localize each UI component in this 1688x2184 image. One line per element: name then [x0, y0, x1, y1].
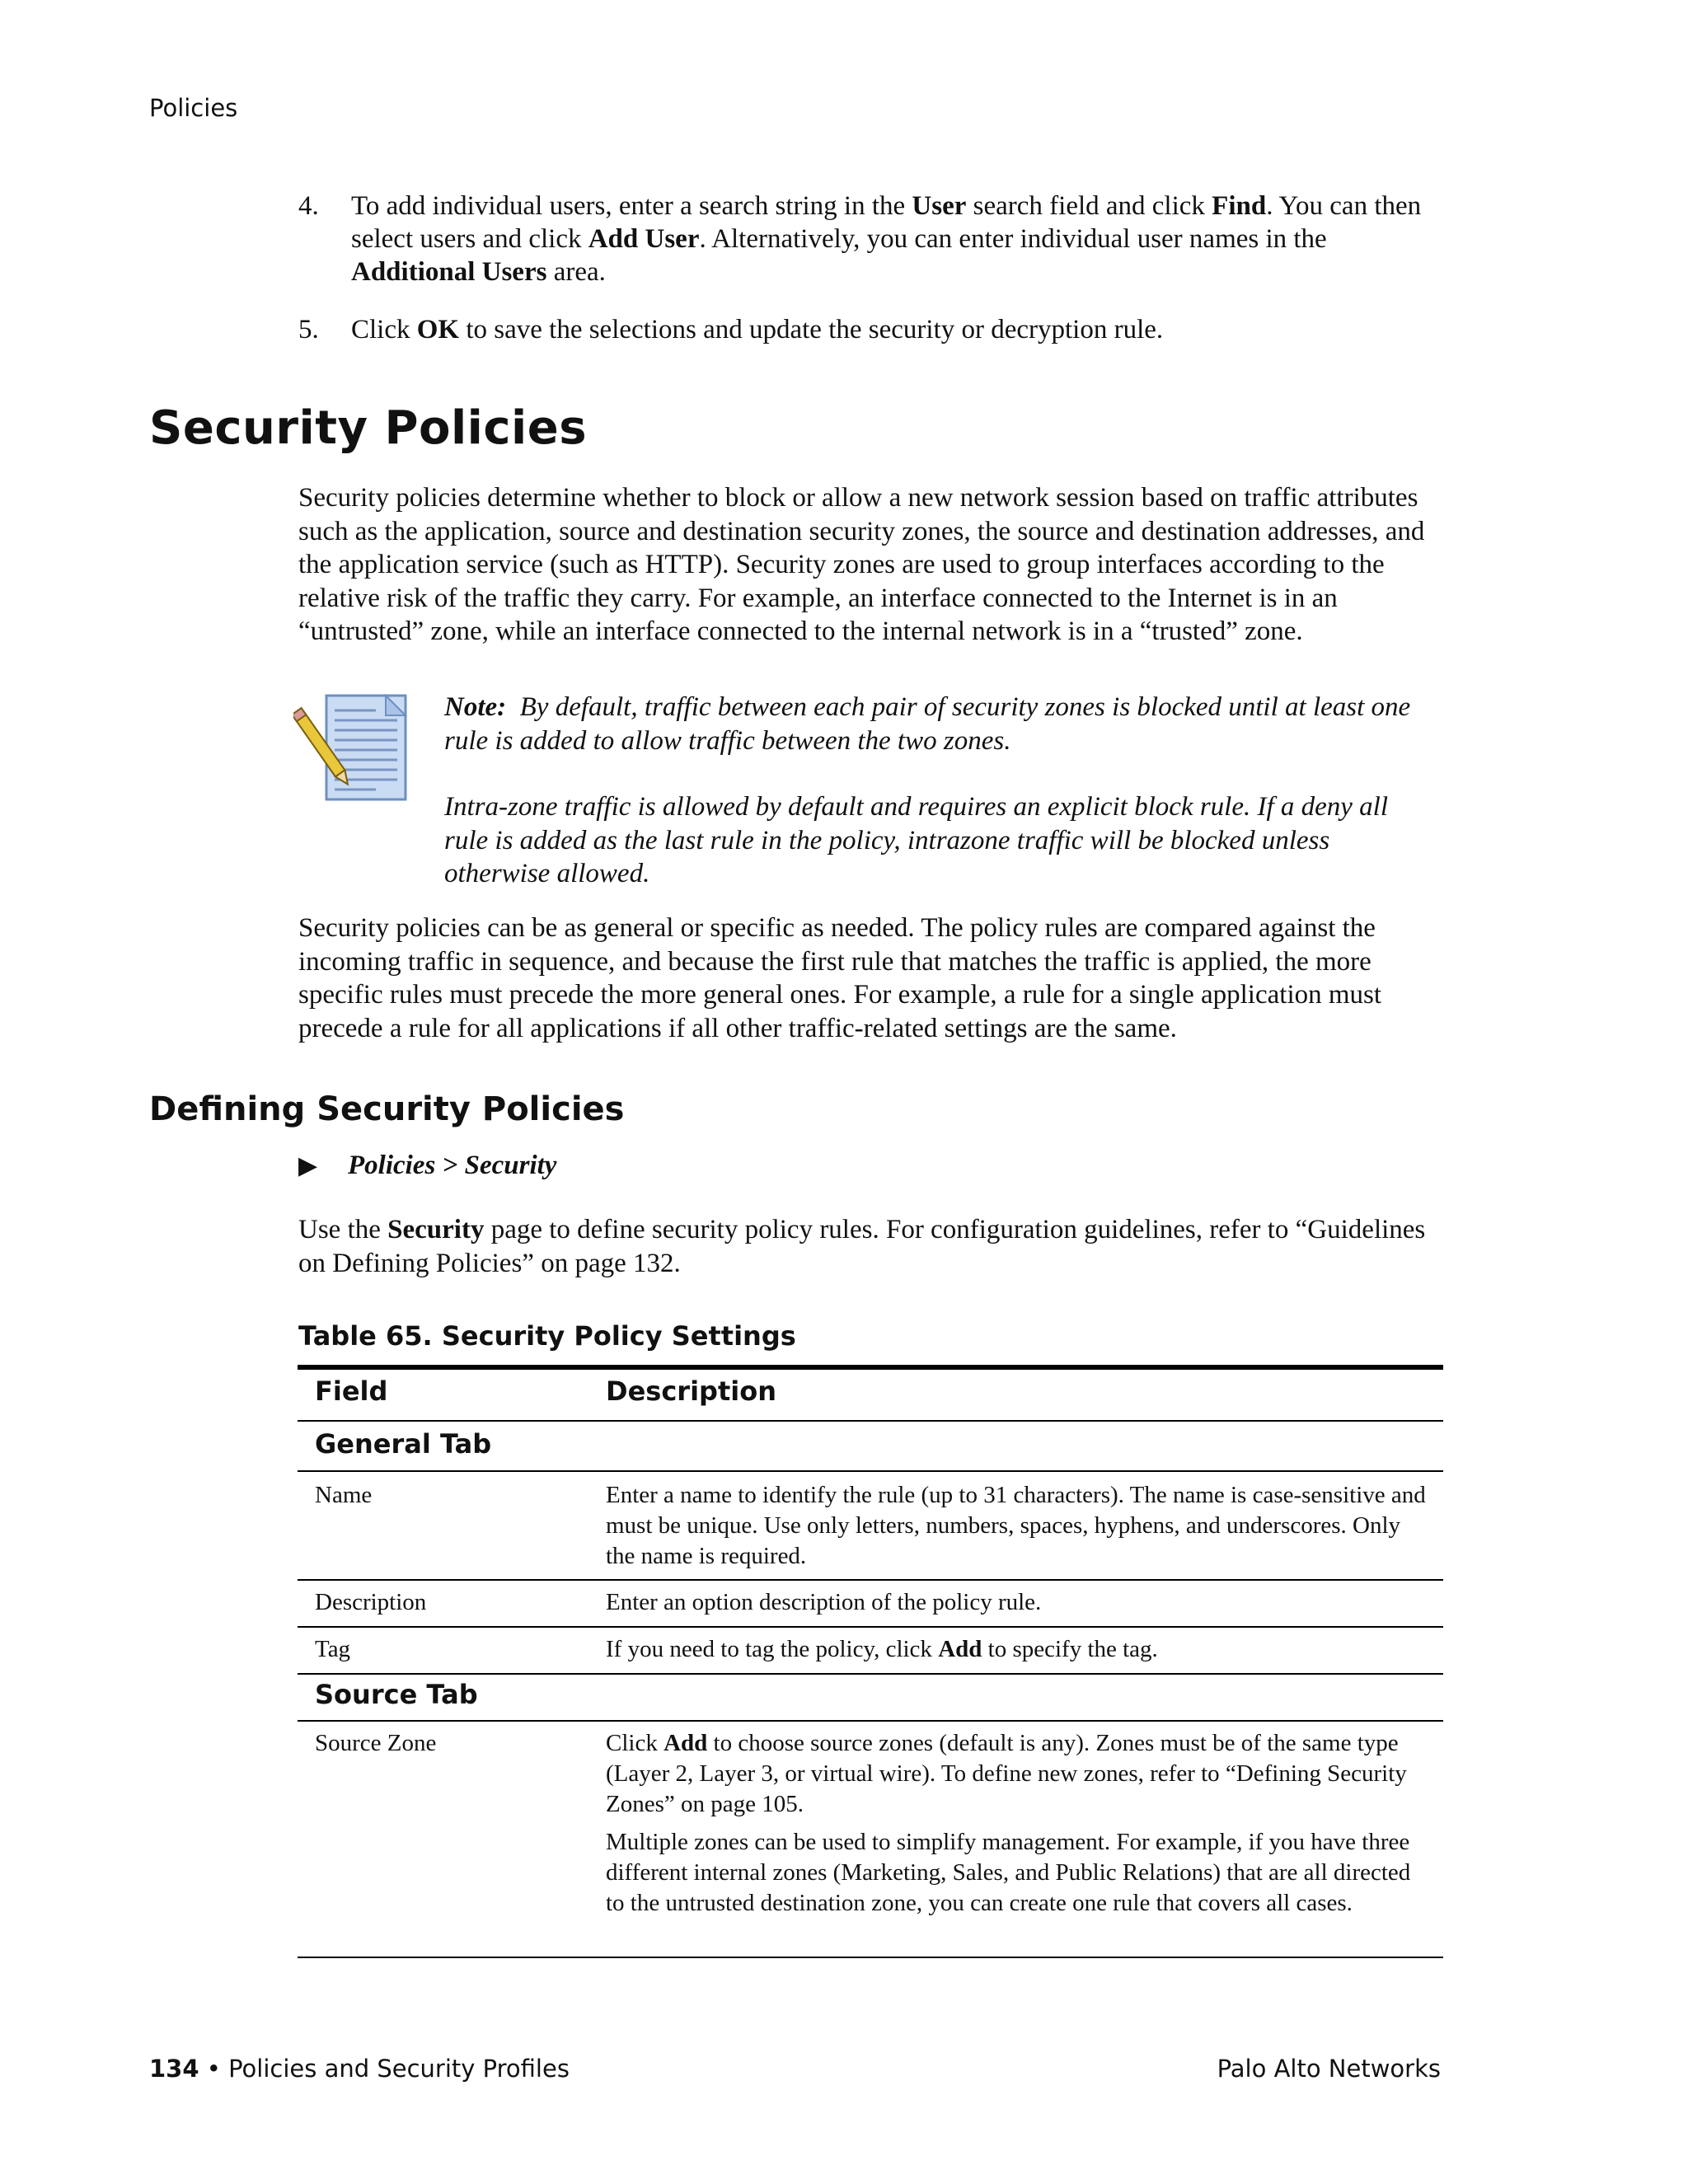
- step-number: 5.: [298, 315, 319, 344]
- row-divider: [298, 1626, 1443, 1628]
- running-header: Policies: [149, 94, 238, 122]
- header-description: Description: [606, 1376, 776, 1407]
- table-caption: Table 65. Security Policy Settings: [298, 1320, 796, 1352]
- source-tab-label: Source Tab: [315, 1679, 478, 1710]
- page-number: 134: [149, 2055, 199, 2083]
- table-bottom-rule: [298, 1957, 1443, 1958]
- nav-path: ▶ Policies > Security: [298, 1151, 557, 1180]
- description-description: Enter an option description of the policy rule.: [606, 1589, 1042, 1615]
- subsection-heading: Defining Security Policies: [149, 1090, 625, 1128]
- row-divider: [298, 1420, 1443, 1422]
- row-divider: [298, 1673, 1443, 1675]
- tag-description: If you need to tag the policy, click Add to specify the tag.: [606, 1636, 1158, 1662]
- note-label: Note:: [444, 692, 507, 722]
- ordering-paragraph: Security policies can be as general or specific as needed. The policy rules are compared against the incoming traffic in sequence, and because the first rule that matches the traffic is applied, the more specific rules must precede the more general ones. For example, a rule for a single application must precede a rule for all applications if all other traffic-related settings are the same.: [298, 913, 1382, 1043]
- source-zone-description-2: Multiple zones can be used to simplify management. For example, if you have three different internal zones (Marketing, Sales, and Public Relations) that are all directed to the untrusted destination zone, you can create one rule that covers all cases.: [606, 1829, 1411, 1916]
- source-zone-description-1: Click Add to choose source zones (default is any). Zones must be of the same type (Layer 2, Layer 3, or virtual wire). To define new zones, refer to “Defining Security Zones” on page 105.: [606, 1730, 1407, 1817]
- row-divider: [298, 1579, 1443, 1581]
- name-field: Name: [315, 1482, 373, 1508]
- table-top-rule: [298, 1365, 1443, 1370]
- note-text-2: Intra-zone traffic is allowed by default and requires an explicit block rule. If a deny all rule is added as the last rule in the policy, intrazone traffic will be blocked unless otherwise allowed.: [444, 792, 1389, 888]
- intro-paragraph: Security policies determine whether to block or allow a new network session based on traffic attributes such as the application, source and destination security zones, the source and destination addresses, and the application service (such as HTTP). Security zones are used to group interfaces according to the relative risk of the traffic they carry. For example, an interface connected to the Internet is in an “untrusted” zone, while an interface connected to the internal network is in a “trusted” zone.: [298, 483, 1425, 646]
- tag-field: Tag: [315, 1636, 351, 1662]
- defining-intro: Use the Security page to define security policy rules. For configuration guidelines, refer to “Guidelines on Defining Policies” on page 132.: [298, 1215, 1426, 1278]
- section-heading: Security Policies: [149, 401, 588, 455]
- footer-left: 134 • Policies and Security Profiles: [149, 2055, 570, 2083]
- source-zone-field: Source Zone: [315, 1730, 437, 1756]
- footer-company: Palo Alto Networks: [1217, 2055, 1441, 2083]
- step-text: To add individual users, enter a search string in the User search field and click Find. You can then select users and click Add User. Alternatively, you can enter individual user names in the Additional Users area.: [351, 191, 1422, 287]
- row-divider: [298, 1470, 1443, 1472]
- note-icon: [293, 692, 410, 804]
- header-field: Field: [315, 1376, 388, 1407]
- name-description: Enter a name to identify the rule (up to 31 characters). The name is case-sensitive and must be unique. Use only letters, numbers, spaces, hyphens, and underscores. Only the name is required.: [606, 1482, 1426, 1569]
- step-number: 4.: [298, 191, 319, 221]
- step-text: Click OK to save the selections and update the security or decryption rule.: [351, 315, 1164, 344]
- arrow-right-icon: ▶: [298, 1152, 318, 1179]
- row-divider: [298, 1720, 1443, 1722]
- description-field: Description: [315, 1589, 427, 1615]
- note-text-1: Note: By default, traffic between each pair of security zones is blocked until at least one rule is added to allow traffic between the two zones.: [444, 692, 1411, 756]
- general-tab-label: General Tab: [315, 1428, 492, 1460]
